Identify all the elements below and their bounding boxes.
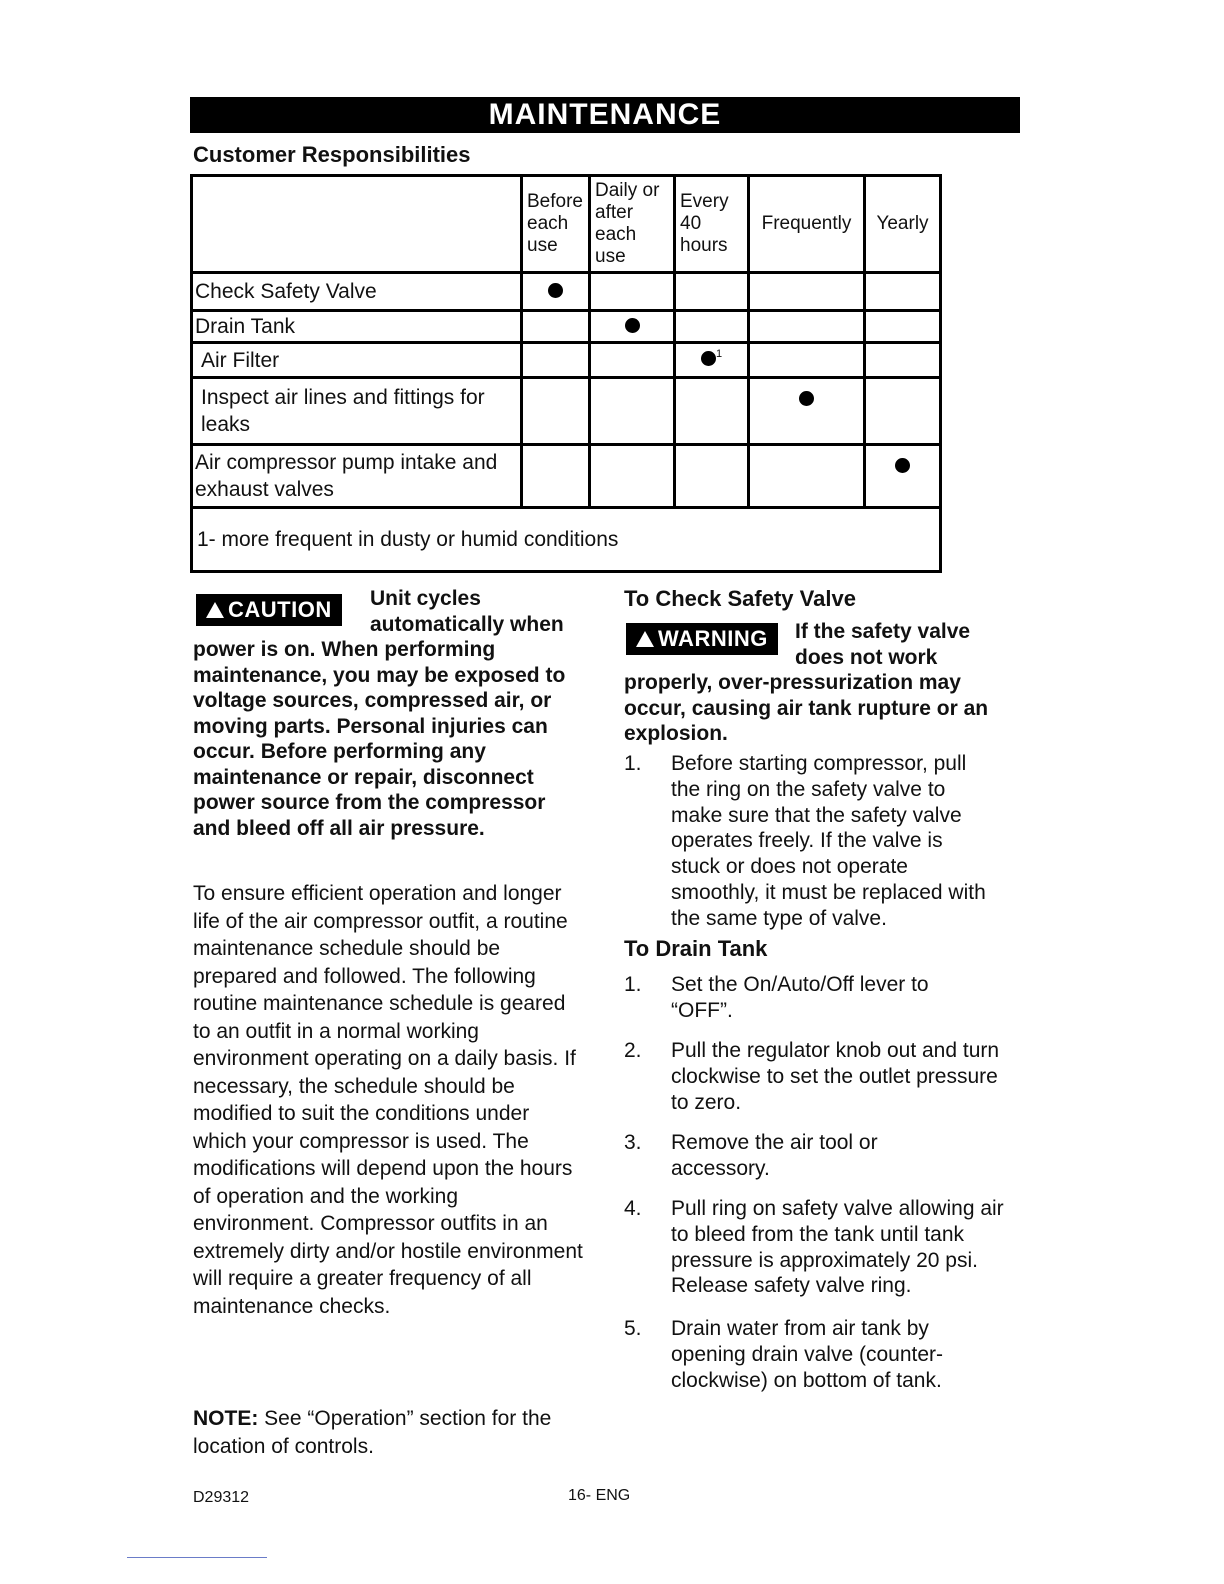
note-label: NOTE: [193,1407,259,1430]
header-cell-daily: Daily or after each use [590,176,675,273]
schedule-cell [749,311,865,343]
schedule-cell [590,311,675,343]
schedule-cell [522,378,590,445]
schedule-cell [865,378,941,445]
note-text: See “Operation” section for the location of controls. [193,1407,552,1458]
step-text: Pull the regulator knob out and turn clockwise to set the outlet pressure to zero. [671,1039,1000,1114]
step-number: 2. [624,1039,642,1062]
step-text: Drain water from air tank by opening drain valve (counter-clockwise) on bottom of tank. [671,1317,943,1392]
table-row [192,311,941,343]
schedule-cell [865,343,941,378]
schedule-cell [590,378,675,445]
bottom-rule [127,1557,267,1558]
schedule-cell [749,273,865,311]
step-number: 4. [624,1197,642,1220]
schedule-cell [590,273,675,311]
step-text: Pull ring on safety valve allowing air to bleed from the tank until tank pressure is approximately 20 psi. Release safety valve ring. [671,1197,1004,1298]
schedule-cell [865,273,941,311]
schedule-cell [590,445,675,508]
warning-text: properly, over-pressurization may occur, causing air tank rupture or an explosion. [624,671,989,745]
drain-step [624,1316,1014,1402]
table-row [192,343,941,378]
task-cell: Check Safety Valve [192,273,522,311]
schedule-dot-icon [625,318,640,333]
schedule-cell [865,445,941,508]
schedule-dot-icon [701,351,716,366]
page-number: 16- ENG [568,1487,631,1504]
schedule-cell [749,445,865,508]
schedule-dot-icon [799,391,814,406]
schedule-cell [675,311,749,343]
schedule-cell [522,311,590,343]
step-text: Before starting compressor, pull the ring on the safety valve to make sure that the safety valve operates freely. If the valve is stuck or does not operate smoothly, it must be replaced with the same type of valve. [671,752,986,930]
table-footnote-row [192,508,941,572]
caution-text: power is on. When performing maintenance, you may be exposed to voltage sources, compressed air, or moving parts. Personal injuries can occur. Before performing any maintenance or repair, disconnect power source from the compressor and bleed off all air pressure. [193,638,566,840]
schedule-cell [522,273,590,311]
task-cell: Air Filter [192,343,522,378]
header-cell-frequently: Frequently [749,176,865,273]
schedule-cell [749,378,865,445]
header-cell-yearly: Yearly [865,176,941,273]
schedule-cell [522,343,590,378]
schedule-cell [675,343,749,378]
warning-badge [626,623,778,655]
header-cell-every-40-hours: Every 40 hours [675,176,749,273]
schedule-cell [590,343,675,378]
section-title: Customer Responsibilities [193,142,471,167]
page-banner: MAINTENANCE [190,97,1020,133]
warning-triangle-icon [206,602,224,618]
maintenance-schedule-table [190,174,942,573]
doc-number: D29312 [193,1489,250,1506]
footnote-ref: 1 [715,348,723,360]
warning-badge-label: WARNING [658,626,768,651]
caution-badge [196,594,342,626]
drain-tank-title: To Drain Tank [624,936,768,961]
schedule-cell [675,445,749,508]
task-cell: Air compressor pump intake and exhaust valves [192,445,522,508]
table-row [192,273,941,311]
caution-badge-label: CAUTION [228,597,332,622]
intro-paragraph: To ensure efficient operation and longer life of the air compressor outfit, a routine maintenance schedule should be prepared and followed. The following routine maintenance schedule is geared to an outfit in a normal working environment operating on a daily basis. If necessary, the schedule should be modified to suit the conditions under which your compressor is used. The modifications will depend upon the hours of operation and the working environment. Compressor outfits in an extremely dirty and/or hostile environment will require a greater frequency of all maintenance checks. [193,882,583,1318]
warning-lead: If the safety valve does not work [795,620,971,669]
step-number: 1. [624,752,642,775]
task-cell: Drain Tank [192,311,522,343]
caution-lead: Unit cycles automatically when [370,587,564,636]
table-row [192,378,941,445]
table-footnote: 1- more frequent in dusty or humid conditions [192,508,941,572]
schedule-cell [865,311,941,343]
header-cell-before-each-use: Before each use [522,176,590,273]
step-text: Remove the air tool or accessory. [671,1131,878,1180]
note-paragraph [193,1405,573,1460]
step-number: 1. [624,973,642,996]
drain-step [624,1038,1014,1124]
table-header-row [192,176,941,273]
safety-valve-title: To Check Safety Valve [624,586,856,611]
safety-valve-step [624,751,1014,931]
header-cell-blank [192,176,522,273]
drain-step [624,1130,1014,1190]
schedule-cell [749,343,865,378]
step-number: 5. [624,1317,642,1340]
drain-step [624,972,1014,1032]
schedule-dot-icon [548,283,563,298]
schedule-cell [522,445,590,508]
task-cell: Inspect air lines and fittings for leaks [192,378,522,445]
warning-triangle-icon [636,631,654,647]
step-text: Set the On/Auto/Off lever to “OFF”. [671,973,929,1022]
schedule-dot-icon [895,458,910,473]
schedule-cell [675,378,749,445]
step-number: 3. [624,1131,642,1154]
table-row [192,445,941,508]
schedule-cell [675,273,749,311]
drain-step [624,1196,1014,1311]
